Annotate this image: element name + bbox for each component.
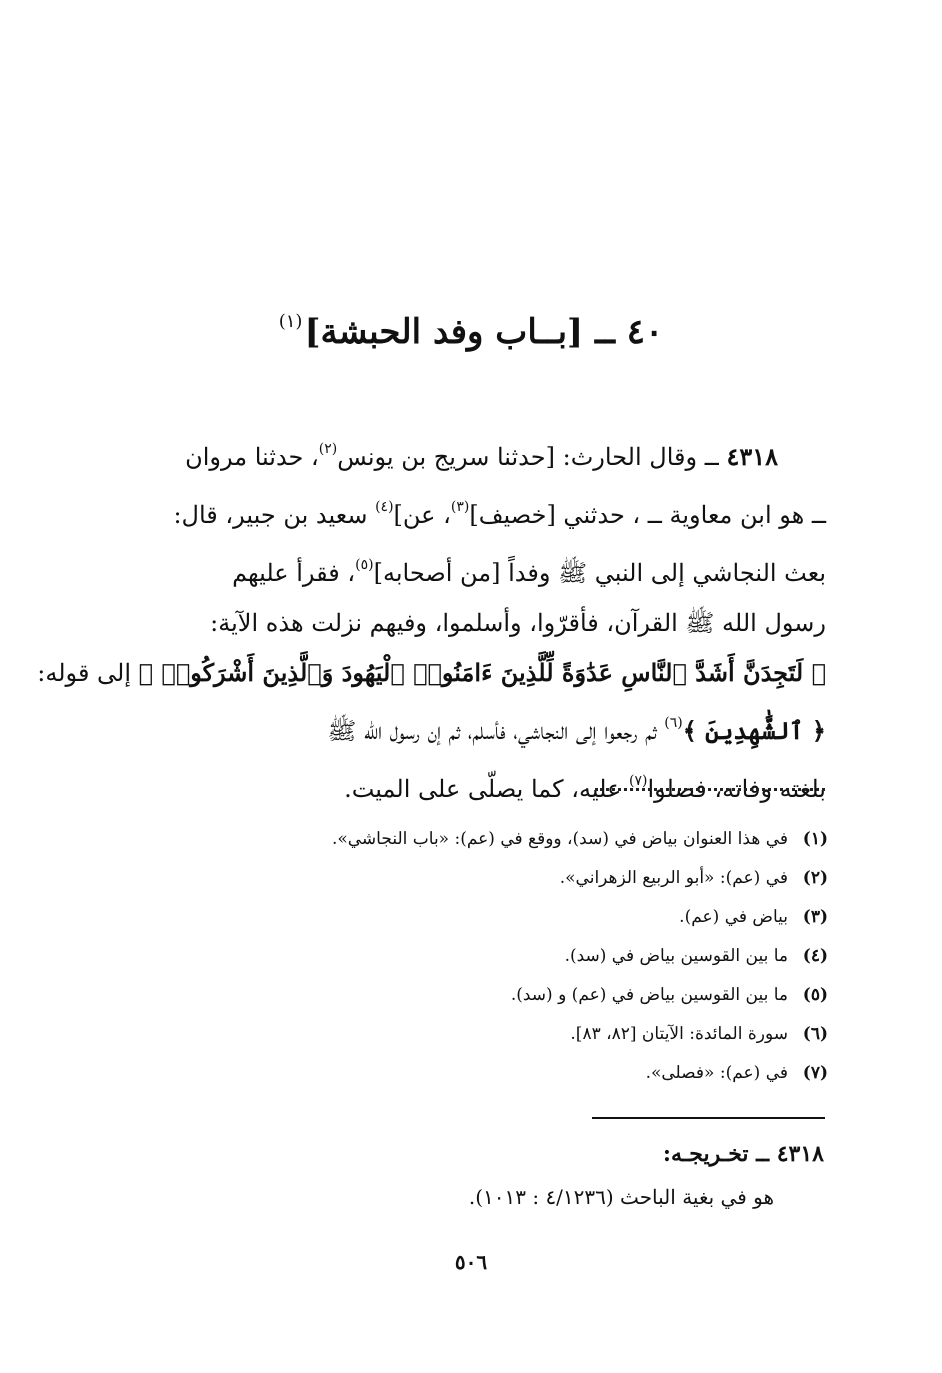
chapter-title [0, 292, 942, 362]
hadith-line: ٤٣١٨ ــ وقال الحارث: [حدثنا سريج بن يونس$^{(٢)}$، حدثنا مروان [185, 441, 778, 471]
footnote-text: ما بين القوسين بياض في (سد). [564, 946, 788, 966]
footnotes-list [102, 820, 828, 1093]
footnote-number: (٦) [802, 1024, 828, 1044]
footnote-text: في هذا العنوان بياض في (سد)، ووقع في (عم): «باب النجاشي». [331, 829, 788, 849]
hadith-line: ﴿ ٱلشَّٰهِدِينَ ﴾$^{(٦)}$ ثم رجعوا إلى النجاشي، فأسلم، ثم إن رسول الله ﷺ [327, 715, 826, 745]
hadith-line: ﴿ لَتَجِدَنَّ أَشَدَّ ٱلنَّاسِ عَدَٰوَةً لِّلَّذِينَ ءَامَنُوا۟ ٱلْيَهُودَ وَٱلَّذِينَ أَشْرَكُوا۟ ﴾ إلى قوله: [37, 658, 826, 687]
takhrij-heading: ٤٣١٨ ــ تخـريجـه: [662, 1141, 824, 1167]
hadith-text [37, 424, 826, 814]
hadith-line: رسول الله ﷺ القرآن، فأقرّوا، وأسلموا، وفيهم نزلت هذه الآية: [210, 609, 826, 637]
chapter-footnote-ref: (١) [278, 311, 303, 332]
footnote-item [102, 898, 828, 937]
footnote-ref: (٥) [355, 557, 374, 573]
footnote-item [102, 1015, 828, 1054]
page-number: ٥٠٦ [454, 1250, 488, 1274]
hadith-line: بعث النجاشي إلى النبي ﷺ وفداً [من أصحابه]$^{(٥)}$، فقرأ عليهم [232, 557, 826, 587]
footnote-item [102, 937, 828, 976]
hadith-line: بلغته وفاته، فصلوا$^{(٧)}$ عليه، كما يصلّى على الميت. [344, 773, 826, 803]
footnote-separator [595, 788, 825, 791]
footnote-text: ما بين القوسين بياض في (عم) و (سد). [510, 985, 788, 1005]
takhrij-text: هو في بغية الباحث (٤/١٢٣٦ : ١٠١٣). [468, 1185, 774, 1209]
footnote-item [102, 859, 828, 898]
quran-verse: ﴿ لَتَجِدَنَّ أَشَدَّ ٱلنَّاسِ عَدَٰوَةً لِّلَّذِينَ ءَامَنُوا۟ ٱلْيَهُودَ وَٱلَّذِينَ أَشْرَكُوا۟ ﴾ [138, 658, 826, 687]
takhrij-separator [592, 1117, 825, 1119]
footnote-ref: (٦) [664, 715, 683, 731]
footnote-number: (٤) [802, 946, 828, 966]
footnote-number: (٣) [802, 907, 828, 927]
hadith-number: ٤٣١٨ [726, 442, 778, 471]
chapter-title-text: ٤٠ ــ [بــاب وفد الحبشة] [304, 312, 664, 352]
footnote-item [102, 976, 828, 1015]
footnote-text: بياض في (عم). [679, 907, 788, 927]
footnote-item [102, 1054, 828, 1093]
footnote-text: سورة المائدة: الآيتان [٨٢، ٨٣]. [570, 1024, 788, 1044]
footnote-number: (٥) [802, 985, 828, 1005]
footnote-ref: (٣) [450, 499, 470, 515]
footnote-ref: (٢) [318, 441, 338, 457]
footnote-number: (٢) [802, 868, 828, 888]
footnote-ref: (٤) [375, 499, 394, 515]
hadith-line: ــ هو ابن معاوية ــ ، حدثني [خصيف]$^{(٣)}$، عن]$^{(٤)}$ سعيد بن جبير، قال: [173, 499, 826, 529]
footnote-text: في (عم): «أبو الربيع الزهراني». [559, 868, 788, 888]
footnote-number: (١) [802, 829, 828, 849]
quran-verse: ﴿ ٱلشَّٰهِدِينَ ﴾ [682, 716, 826, 745]
footnote-ref: (٧) [628, 773, 648, 789]
footnote-number: (٧) [802, 1063, 828, 1083]
footnote-item [102, 820, 828, 859]
footnote-text: في (عم): «فصلى». [645, 1063, 788, 1083]
